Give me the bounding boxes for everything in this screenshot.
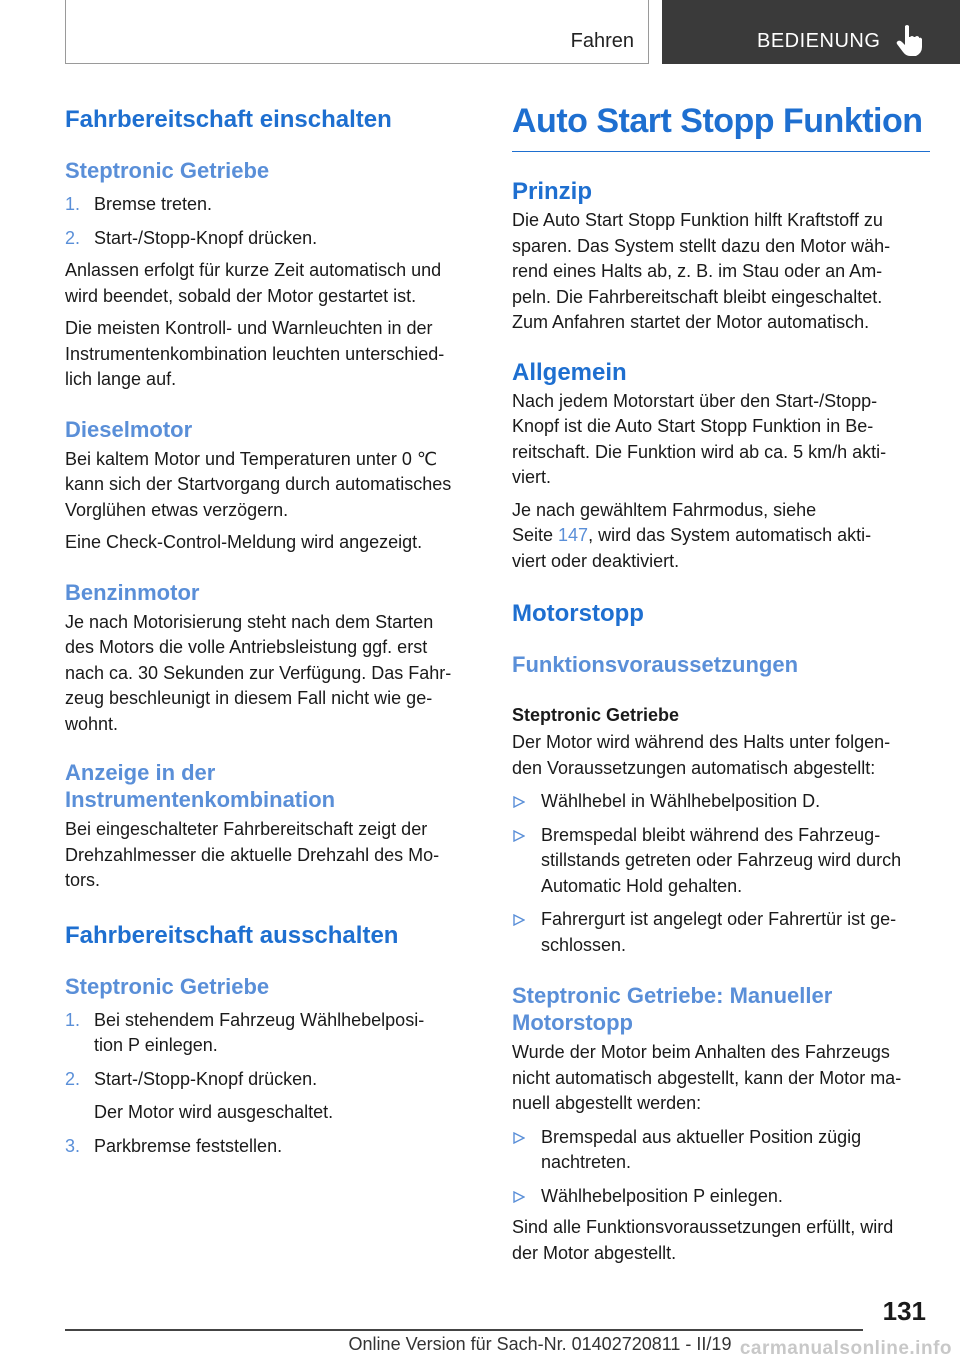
footer-divider bbox=[65, 1329, 863, 1331]
list-item: 2. Start-/Stopp-Knopf drücken. bbox=[65, 227, 318, 248]
triangle-bullet-icon bbox=[513, 1132, 525, 1144]
section-tab bbox=[65, 0, 649, 64]
manual-steps-list bbox=[512, 1125, 930, 1210]
paragraph-anlassen: Anlassen erfolgt für kurze Zeit automatisch und wird beendet, sobald der Motor gestartet ist. bbox=[65, 260, 442, 306]
page-number: 131 bbox=[882, 1296, 926, 1326]
list-item: 3. Parkbremse feststellen. bbox=[65, 1135, 283, 1156]
right-column bbox=[512, 100, 930, 1266]
paragraph-kontrollleuchten: Die meisten Kontroll- und Warnleuchten in der Instrumentenkombination leuchten unterschied- lich lange auf. bbox=[65, 318, 445, 389]
paragraph-drehzahl: Bei eingeschalteter Fahrbereitschaft zeigt der Drehzahlmesser die aktuelle Drehzahl des Mo- tors. bbox=[65, 819, 440, 890]
list-item-note: Der Motor wird ausgeschaltet. bbox=[94, 1102, 334, 1122]
paragraph-prinzip: Die Auto Start Stopp Funktion hilft Kraftstoff zu sparen. Das System stellt dazu den Motor wäh- rend eines Halts ab, z. B. im Stau oder an Am- peln. Die Fahrbereitschaft bleibt eingeschaltet. Zum Anfahren startet der Motor automatisch. bbox=[512, 210, 891, 332]
heading-steptronic-getriebe-3: Steptronic Getriebe bbox=[512, 705, 680, 725]
list-item: 2. Start-/Stopp-Knopf drücken. bbox=[65, 1068, 318, 1089]
triangle-bullet-icon bbox=[513, 830, 525, 842]
heading-auto-start-stopp: Auto Start Stopp Funktion bbox=[512, 102, 930, 152]
conditions-list bbox=[512, 789, 930, 958]
list-item: Fahrergurt ist angelegt oder Fahrertür ist ge- schlossen. bbox=[512, 907, 930, 958]
heading-anzeige: Anzeige in der Instrumentenkombination bbox=[65, 760, 336, 812]
watermark: carmanualsonline.info bbox=[739, 1338, 952, 1359]
paragraph-fahrmodus: Je nach gewähltem Fahrmodus, siehe Seite 147, wird das System automatisch akti- viert oder deaktiviert. bbox=[512, 499, 872, 571]
list-item: 1. Bremse treten. bbox=[65, 194, 213, 214]
list-item: Bremspedal aus aktueller Position zügig nachtreten. bbox=[512, 1125, 930, 1176]
paragraph-check-control: Eine Check-Control-Meldung wird angezeigt. bbox=[65, 532, 423, 552]
heading-funktionsvoraussetzungen: Funktionsvoraussetzungen bbox=[512, 652, 799, 677]
list-item: Bremspedal bleibt während des Fahrzeug- stillstands getreten oder Fahrzeug wird durch Automatic Hold gehalten. bbox=[512, 823, 930, 900]
heading-allgemein: Allgemein bbox=[512, 358, 627, 386]
left-column bbox=[65, 100, 477, 1159]
paragraph-diesel: Bei kaltem Motor und Temperaturen unter 0 ℃ kann sich der Startvorgang durch automatisches Vorglühen etwas verzögern. bbox=[65, 448, 452, 520]
heading-manueller-motorstopp: Steptronic Getriebe: Manueller Motorstopp bbox=[512, 983, 833, 1035]
paragraph-benzin: Je nach Motorisierung steht nach dem Starten des Motors die volle Antriebsleistung ggf. erst nach ca. 30 Sekunden zur Verfügung. Das Fahr- zeug beschleunigt in diesem Fall nicht wie ge- wohnt. bbox=[65, 611, 452, 734]
section-tab-label: Fahren bbox=[570, 30, 634, 52]
triangle-bullet-icon bbox=[513, 1191, 525, 1203]
footer-online-version: Online Version für Sach-Nr. 01402720811 - II/19 bbox=[348, 1334, 732, 1354]
heading-steptronic-getriebe-2: Steptronic Getriebe bbox=[65, 973, 270, 999]
heading-fahrbereitschaft-ausschalten: Fahrbereitschaft ausschalten bbox=[65, 921, 399, 949]
heading-dieselmotor: Dieselmotor bbox=[65, 416, 193, 442]
steps-ausschalten bbox=[65, 1008, 477, 1160]
triangle-bullet-icon bbox=[513, 914, 525, 926]
pointing-hand-icon bbox=[895, 24, 925, 56]
list-item: Wählhebelposition P einlegen. bbox=[512, 1184, 930, 1210]
steps-einschalten bbox=[65, 192, 477, 251]
heading-fahrbereitschaft-einschalten: Fahrbereitschaft einschalten bbox=[65, 106, 392, 133]
heading-motorstopp: Motorstopp bbox=[512, 600, 644, 627]
heading-benzinmotor: Benzinmotor bbox=[65, 579, 200, 605]
heading-prinzip: Prinzip bbox=[512, 178, 593, 205]
page-link-147[interactable]: 147 bbox=[558, 525, 589, 545]
paragraph-voraussetzungen: Der Motor wird während des Halts unter folgen- den Voraussetzungen automatisch abgestellt: bbox=[512, 732, 891, 778]
paragraph-abgestellt: Sind alle Funktionsvoraussetzungen erfüllt, wird der Motor abgestellt. bbox=[512, 1217, 894, 1263]
list-item: 1. Bei stehendem Fahrzeug Wählhebelposi- tion P einlegen. bbox=[65, 1009, 425, 1055]
list-item: Wählhebel in Wählhebelposition D. bbox=[512, 789, 930, 815]
heading-steptronic-getriebe: Steptronic Getriebe bbox=[65, 158, 270, 183]
chapter-tab-label: BEDIENUNG bbox=[757, 30, 881, 52]
paragraph-allgemein: Nach jedem Motorstart über den Start-/Stopp- Knopf ist die Auto Start Stopp Funktion in Be- reitschaft. Die Funktion wird ab ca. 5 km/h akti- viert. bbox=[512, 390, 887, 487]
triangle-bullet-icon bbox=[513, 796, 525, 808]
paragraph-manuell: Wurde der Motor beim Anhalten des Fahrzeugs nicht automatisch abgestellt, kann der Motor ma- nuell abgestellt werden: bbox=[512, 1042, 902, 1113]
